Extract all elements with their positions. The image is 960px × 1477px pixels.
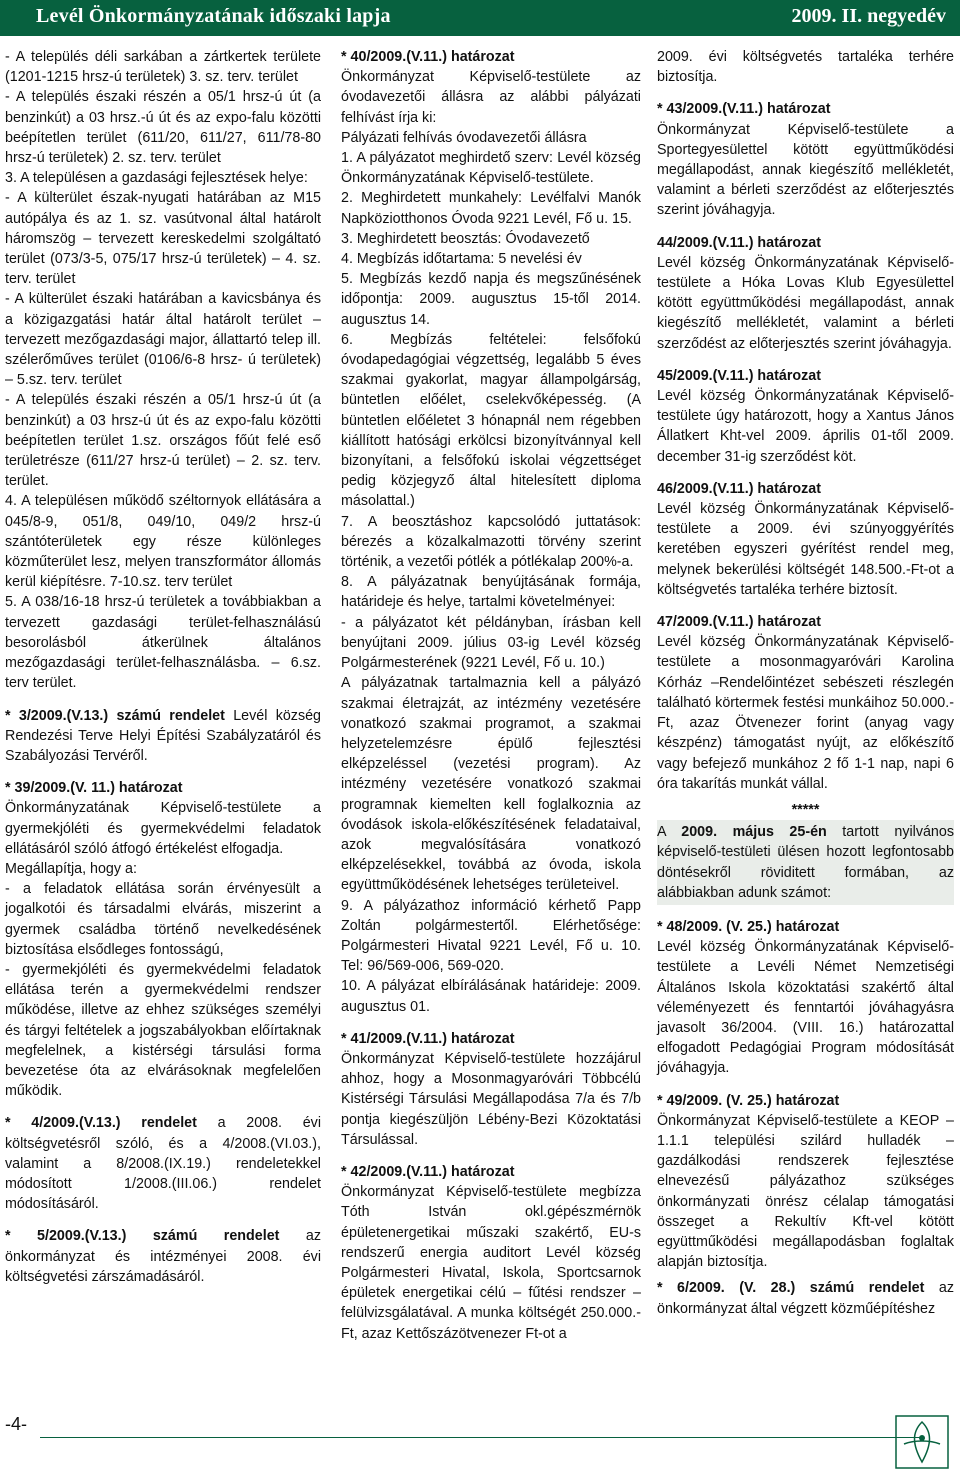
list-item: - a pályázatot két példányban, írásban kell benyújtani 2009. július 03-ig Levél község Polgármesterének (9221 Levél, Fő u. 10.) bbox=[341, 614, 641, 672]
paragraph: Megállapítja, hogy a: bbox=[5, 860, 137, 877]
footer-divider bbox=[40, 1437, 920, 1438]
list-item: 1. A pályázatot meghirdető szerv: Levél község Önkormányzatának Képviselő-testülete. bbox=[341, 150, 641, 187]
paragraph: - gyermekjóléti és gyermekvédelmi feladatok ellátása terén a gyermekvédelmi rendszer működése, illetve az ehhez szükséges személyi és tárgyi feltételek a jogszabályokban előírtaknak megfelelnek, a kistérségi társulási forma bevezetése óta az elvárásoknak megfelelően működik. bbox=[5, 961, 321, 1100]
paragraph: - A külterület észak-nyugati határában az M15 autópálya és az 1. sz. vasútvonal által határolt háromszög – tervezett kereskedelmi szolgáltató terület (073/3-5, 075/17 hrsz-ú területek) – 4. sz. terv. terület bbox=[5, 190, 321, 288]
resolution-number: * 48/2009. (V. 25.) határozat bbox=[657, 918, 840, 935]
meeting-intro-box bbox=[657, 820, 954, 905]
rendelet-text: Levél község Rendezési Terve Helyi Építési Szabályzatáról és Szabályozási Tervéről. bbox=[5, 707, 322, 764]
resolution-number: 45/2009.(V.11.) határozat bbox=[657, 367, 821, 384]
intro-text: tartott nyilvános képviselő-testületi ülésen hozott legfontosabb döntésekről röviditett formában, az alábbiakban adunk számot: bbox=[657, 824, 954, 901]
rendelet-text: az önkormányzat által végzett közműépítéshez bbox=[657, 1280, 954, 1317]
list-item: 4. Megbízás időtartama: 5 nevelési év bbox=[341, 251, 582, 268]
list-item: 7. A beosztáshoz kapcsolódó juttatások: bérezés a közalkalmazotti törvény szerint történik, a vezetői pótlék a pótlékalap 200%-a. bbox=[341, 513, 641, 571]
decorative-corner-ornament-icon bbox=[894, 1414, 950, 1470]
paragraph: 2009. évi költségvetés tartaléka terhére biztosítja. bbox=[657, 49, 954, 86]
rendelet-text: a 2008. évi költségvetésről szóló, és a 4/2008.(VI.03.), valamint a 8/2008.(IX.19.) rendeletekkel módosított 1/2008.(III.06.) rendelet módosításáról. bbox=[5, 1115, 322, 1213]
call-title: Pályázati felhívás óvodavezetői állásra bbox=[341, 129, 587, 146]
paragraph: - A külterület északi határában a kavicsbánya és a közigazgatási határ által határolt terület – tervezett mezőgazdasági major, állattartó telep ill. szélerőműves terület (0106/6-8 hrsz- ú területek) – 5.sz. terv. terület bbox=[5, 291, 321, 389]
list-item: 5. Megbízás kezdő napja és megszűnésének időpontja: 2009. augusztus 15-től 2014. augusztus 14. bbox=[341, 271, 641, 328]
page-header bbox=[0, 0, 960, 36]
rendelet-number: * 6/2009. (V. 28.) számú rendelet bbox=[657, 1280, 925, 1297]
paragraph: Levél község Önkormányzatának Képviselő-testülete a Hóka Lovas Klub Egyesülettel kötött együttműködési megállapodást, annak kiegészítő mellékletét, valamint a bérleti szerződést az előterjesztés szerint jóváhagyja. bbox=[657, 254, 954, 352]
resolution-number: * 42/2009.(V.11.) határozat bbox=[341, 1163, 515, 1180]
paragraph: Levél község Önkormányzatának Képviselő-testülete úgy határozott, hogy a Xantus János Állatkert Kht-vel 2009. április 01-től 2009. december 31-ig szerződést köt. bbox=[657, 388, 954, 465]
list-item: 8. A pályázatnak benyújtásának formája, határideje és helye, tartalmi követelményei: bbox=[341, 574, 641, 611]
resolution-number: 44/2009.(V.11.) határozat bbox=[657, 234, 821, 251]
paragraph: Önkormányzat Képviselő-testülete a KEOP – 1.1.1 települési szilárd hulladék – gazdálkodási rendszerek fejlesztése elnevezésű pályázathoz szükséges önkormányzati önrész célalap támogatási összeget a Rekultív Kft-vel kötött együttműködési megállapodásban foglaltak alapján biztosítja. bbox=[657, 1112, 954, 1271]
paragraph: Önkormányzatának Képviselő-testülete a gyermekjóléti és gyermekvédelmi feladatok ellátásáról szóló átfogó értékelést elfogadja. bbox=[5, 800, 321, 857]
column-2 bbox=[341, 47, 641, 1344]
paragraph: Levél község Önkormányzatának Képviselő-testülete a 2009. évi szúnyoggyérítés keretében egyszeri gyérítést rendel meg, melynek bekerülési költségét 148.500.-Ft-ot a költségvetés tartaléka terhére biztosít. bbox=[657, 501, 954, 598]
rendelet-5 bbox=[5, 1226, 321, 1287]
rendelet-number: * 3/2009.(V.13.) számú rendelet bbox=[5, 707, 225, 724]
paragraph: - A település északi részén a 05/1 hrsz-ú út (a benzinkút) a 03 hrsz.-ú út és az expo-falu közötti beépítetlen terület (611/20, 611/27, 611/78-80 hrsz-ú területek) 2. sz. terv. terület bbox=[5, 89, 321, 167]
paragraph: Önkormányzat Képviselő-testülete hozzájárul ahhoz, hogy a Mosonmagyaróvári Többcélú Kistérségi Társulási Megállapodása 7/a és 7/b pontja kiegészüljön Lébény-Bezi Közoktatási Társulással. bbox=[341, 1050, 641, 1148]
resolution-number: * 40/2009.(V.11.) határozat bbox=[341, 49, 515, 65]
paragraph: Önkormányzat Képviselő-testülete a Sportegyesülettel kötött együttműködési megállapodást, annak kiegészítő mellékletét, valamint a bérleti szerződést az előterjesztés szerint jóváhagyja. bbox=[657, 121, 954, 219]
column-1 bbox=[5, 47, 321, 1287]
list-item: 9. A pályázathoz információ kérhető Papp Zoltán polgármestertől. Elérhetősége: Polgármesteri Hivatal 9221 Levél, Fő u. 10. Tel: 96/569-006, 569-020. bbox=[341, 897, 641, 975]
resolution-number: 46/2009.(V.11.) határozat bbox=[657, 480, 821, 497]
paragraph: Önkormányzat Képviselő-testülete az óvodavezetői állásra az alábbi pályázati felhívást írja ki: bbox=[341, 69, 641, 126]
list-item: 3. Meghirdetett beosztás: Óvodavezető bbox=[341, 230, 590, 247]
rendelet-number: * 4/2009.(V.13.) rendelet bbox=[5, 1115, 197, 1132]
issue-label: 2009. II. negyedév bbox=[791, 5, 946, 27]
resolution-number: * 41/2009.(V.11.) határozat bbox=[341, 1030, 515, 1047]
list-item: 10. A pályázat elbírálásának határideje: 2009. augusztus 01. bbox=[341, 978, 641, 1015]
paragraph: - a feladatok ellátása során érvényesült a jogalkotói és társadalmi elvárás, miszerint a gyermek családba történő nevelkedésének biztosítása elsődleges fontosságú, bbox=[5, 881, 321, 958]
rendelet-3 bbox=[5, 706, 321, 767]
rendelet-6 bbox=[657, 1278, 954, 1318]
list-item: 6. Megbízás feltételei: felsőfokú óvodapedagógiai végzettség, legalább 5 éves szakmai gyakorlat, magyar állampolgárság, büntetlen előélet, cselekvőképesség. (A büntetlen előéletet 3 hónapnál nem régebben kiállított hatósági erkölcsi bizonyítvánnyal kell bizonyítani, a felsőfokú iskolai végzettséget pedig közjegyző által hitelesített diploma másolattal.) bbox=[341, 331, 641, 510]
paragraph: Önkormányzat Képviselő-testülete megbízza Tóth István okl.gépészmérnök épületenergetikai műszaki szakértő, EU-s rendszerű energia auditort Levél község Polgármesteri Hivatal, Iskola, Sportcsarnok épületek energetikai célú – fűtési rendszer – felülvizsgálatával. A munka költségét 250.000.-Ft, azaz Kettőszázötvenezer Ft-ot a bbox=[341, 1184, 641, 1342]
paragraph: 4. A településen működő széltornyok ellátására a 045/8-9, 051/8, 049/10, 049/2 hrsz-ú szántóterületek egy része különleges közműterület lesz, melyen transzformátor állomás kerül kiépítésre. 7-10.sz. terv terület bbox=[5, 493, 321, 591]
page-number: -4- bbox=[5, 1414, 27, 1434]
paragraph: 5. A 038/16-18 hrsz-ú területek a továbbiakban a tervezett gazdasági terület-felhasználású besorolásból átkerülnek általános mezőgazdasági terület-felhasználásba. – 6.sz. terv terület. bbox=[5, 594, 321, 692]
rendelet-text: az önkormányzat és intézményei 2008. évi költségvetési zárszámadásáról. bbox=[5, 1228, 322, 1285]
intro-text: A bbox=[657, 824, 682, 841]
resolution-number: * 49/2009. (V. 25.) határozat bbox=[657, 1092, 840, 1109]
paragraph: - A település déli sarkában a zártkertek területe (1201-1215 hrsz-ú területek) 3. sz. terv. terület bbox=[5, 49, 321, 86]
list-item: A pályázatnak tartalmaznia kell a pályázó szakmai életrajzát, az intézmény vezetésére vonatkozó szakmai programot, a szakmai helyzetelemzésre épülő fejlesztési elképzeléssel (vezetési program). Az intézmény vezetésére vonatkozó szakmai programnak kiemelten kell foglalkoznia az óvodások iskola-előkészítésének feladataival, azok megvalósítására vonatkozó elképzelésekkel, továbbá az óvoda, iskola együttműködésének lehetséges területeivel. bbox=[341, 675, 641, 894]
resolution-number: * 43/2009.(V.11.) határozat bbox=[657, 101, 831, 118]
paragraph: - A település északi részén a 05/1 hrsz-ú út (a benzinkút) a 03 hrsz-ú út és az expo-falu közötti beépítetlen terület 1.sz. országos főút felé eső területrésze (611/27 hrsz-ú terület) – 2. sz. terv. terület. bbox=[5, 392, 321, 490]
meeting-date: 2009. május 25-én bbox=[681, 824, 827, 841]
resolution-number: 47/2009.(V.11.) határozat bbox=[657, 614, 821, 631]
rendelet-number: * 5/2009.(V.13.) számú rendelet bbox=[5, 1228, 280, 1245]
list-item: 2. Meghirdetett munkahely: Levélfalvi Manók Napköziotthonos Óvoda 9221 Levél, Fő u. 15. bbox=[341, 190, 641, 227]
rendelet-4 bbox=[5, 1113, 321, 1214]
paragraph: 3. A településen a gazdasági fejlesztések helye: bbox=[5, 170, 308, 187]
section-separator: ***** bbox=[791, 801, 820, 818]
column-3 bbox=[657, 47, 954, 1319]
publication-title: Levél Önkormányzatának időszaki lapja bbox=[36, 5, 391, 27]
paragraph: Levél község Önkormányzatának Képviselő-testülete a Levéli Német Nemzetiségi Általános Iskola közoktatási szakértő által véleményezett és fenntartói jóváhagyásra javasolt 36/2004. (VIII. 16.) határozattal elfogadott Pedagógiai Program módosítását jóváhagyja. bbox=[657, 939, 954, 1077]
resolution-number: * 39/2009.(V. 11.) határozat bbox=[5, 780, 183, 797]
paragraph: Levél község Önkormányzatának Képviselő-testülete a mosonmagyaróvári Karolina Kórház –Rendelőintézet sebészeti részlegén található körtermek festési munkáihoz 50.000.-Ft, azaz Ötvenezer forint (anyag vagy készpénz) támogatást nyújt, az előkészítő vagy befejező munkához 2 fő 1-1 nap, napi 6 óra takarítás munkát vállal. bbox=[657, 634, 954, 792]
